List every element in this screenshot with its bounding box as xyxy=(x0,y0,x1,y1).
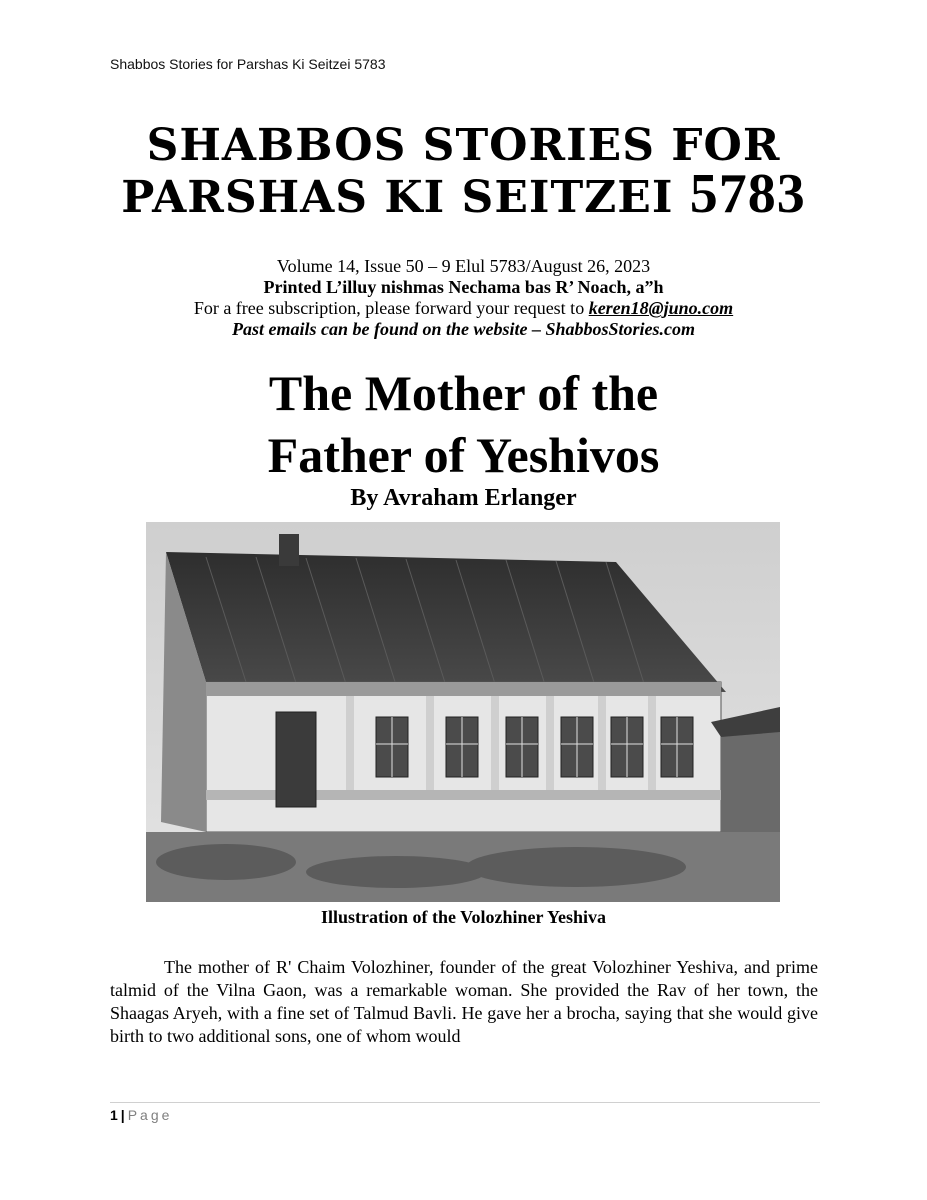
masthead-line-1: SHABBOS STORIES FOR xyxy=(146,120,781,171)
masthead-year: 5783 xyxy=(689,163,806,225)
footer-divider xyxy=(110,1102,820,1103)
dedication-line: Printed L’illuy nishmas Nechama bas R’ Noach, a”h xyxy=(263,277,664,297)
article-title-line-2: Father of Yeshivos xyxy=(267,427,660,483)
yeshiva-illustration xyxy=(146,522,780,902)
issue-info xyxy=(0,256,927,340)
subscription-text: For a free subscription, please forward your request to xyxy=(193,298,585,318)
article-body xyxy=(110,956,818,1048)
yeshiva-photo xyxy=(146,522,780,902)
byline: By Avraham Erlanger xyxy=(350,485,577,511)
page-footer xyxy=(110,1107,172,1123)
masthead-line-2 xyxy=(0,163,927,225)
masthead xyxy=(0,120,927,225)
website-line: Past emails can be found on the website – ShabbosStories.com xyxy=(231,319,696,339)
page-number: 1 xyxy=(110,1107,118,1123)
article-title xyxy=(0,362,927,486)
subscription-line xyxy=(0,298,927,319)
masthead-parsha: PARSHAS KI SEITZEI xyxy=(121,172,674,223)
volume-line: Volume 14, Issue 50 – 9 Elul 5783/August 26, 2023 xyxy=(276,256,651,276)
page-label: Page xyxy=(127,1107,173,1123)
running-header: Shabbos Stories for Parshas Ki Seitzei 5783 xyxy=(110,56,386,72)
email-link[interactable]: keren18@juno.com xyxy=(588,298,734,318)
article-title-line-1: The Mother of the xyxy=(268,365,659,421)
footer-separator: | xyxy=(120,1107,125,1123)
paragraph-text: The mother of R' Chaim Volozhiner, founder of the great Volozhiner Yeshiva, and prime talmid of the Vilna Gaon, was a remarkable woman. She provided the Rav of her town, the Shaagas Aryeh, with a fine set of Talmud Bavli. He gave her a brocha, saying that she would give birth to two additional sons, one of whom would xyxy=(110,957,818,1046)
photo-caption: Illustration of the Volozhiner Yeshiva xyxy=(320,907,607,927)
